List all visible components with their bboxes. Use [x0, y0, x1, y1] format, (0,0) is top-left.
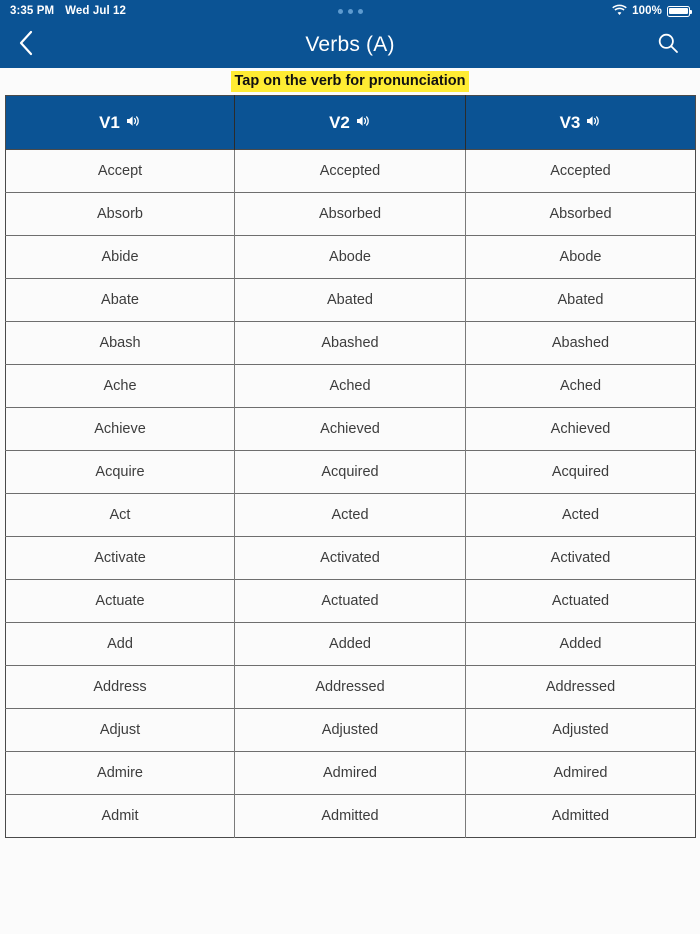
table-row[interactable]	[6, 451, 696, 494]
verb-cell[interactable]: Achieved	[235, 408, 466, 451]
verb-cell[interactable]: Abate	[6, 279, 235, 322]
status-bar-left	[10, 5, 126, 17]
verb-cell[interactable]: Absorbed	[466, 193, 696, 236]
verb-cell[interactable]: Adjusted	[466, 709, 696, 752]
table-row[interactable]	[6, 537, 696, 580]
verb-cell[interactable]: Added	[466, 623, 696, 666]
verb-cell[interactable]: Abode	[235, 236, 466, 279]
verb-cell[interactable]: Admired	[235, 752, 466, 795]
column-header-v1-label: V1	[99, 112, 120, 132]
speaker-icon[interactable]	[356, 113, 371, 133]
table-row[interactable]	[6, 279, 696, 322]
column-header-v3-label: V3	[559, 112, 581, 132]
verb-cell[interactable]: Abash	[6, 322, 235, 365]
verb-cell[interactable]: Abide	[6, 236, 235, 279]
verb-cell[interactable]: Activated	[466, 537, 696, 580]
table-row[interactable]	[6, 408, 696, 451]
verbs-table-header	[6, 96, 696, 150]
table-row[interactable]	[6, 709, 696, 752]
verb-cell[interactable]: Ached	[466, 365, 696, 408]
nav-bar	[0, 22, 700, 68]
verb-cell[interactable]: Accepted	[466, 150, 696, 193]
verb-cell[interactable]: Added	[235, 623, 466, 666]
verb-cell[interactable]: Activated	[235, 537, 466, 580]
verb-cell[interactable]: Add	[6, 623, 235, 666]
back-button[interactable]	[18, 28, 48, 62]
verbs-table	[5, 95, 696, 838]
search-icon	[657, 32, 679, 59]
verb-cell[interactable]: Admired	[466, 752, 696, 795]
verb-cell[interactable]: Actuated	[235, 580, 466, 623]
table-row[interactable]	[6, 150, 696, 193]
verb-cell[interactable]: Admitted	[235, 795, 466, 838]
verb-cell[interactable]: Accepted	[235, 150, 466, 193]
verb-cell[interactable]: Addressed	[235, 666, 466, 709]
table-row[interactable]	[6, 236, 696, 279]
column-header-v1[interactable]	[6, 96, 235, 150]
hint-banner	[0, 68, 700, 95]
verb-cell[interactable]: Addressed	[466, 666, 696, 709]
table-header-row	[6, 96, 696, 150]
page-bottom-space	[0, 838, 700, 928]
search-button[interactable]	[654, 30, 682, 60]
speaker-icon[interactable]	[126, 113, 141, 133]
verb-cell[interactable]: Abashed	[235, 322, 466, 365]
verb-cell[interactable]: Absorb	[6, 193, 235, 236]
chevron-left-icon	[18, 30, 33, 61]
verb-cell[interactable]: Abated	[235, 279, 466, 322]
table-row[interactable]	[6, 795, 696, 838]
verb-cell[interactable]: Acquire	[6, 451, 235, 494]
table-row[interactable]	[6, 494, 696, 537]
verb-cell[interactable]: Achieved	[466, 408, 696, 451]
verb-cell[interactable]: Ache	[6, 365, 235, 408]
status-bar	[0, 0, 700, 22]
column-header-v2-label: V2	[329, 112, 350, 132]
verb-cell[interactable]: Actuated	[466, 580, 696, 623]
table-row[interactable]	[6, 193, 696, 236]
verb-cell[interactable]: Abashed	[466, 322, 696, 365]
verb-cell[interactable]: Acted	[466, 494, 696, 537]
verb-cell[interactable]: Admitted	[466, 795, 696, 838]
battery-percent-label: 100%	[632, 5, 662, 17]
verb-cell[interactable]: Accept	[6, 150, 235, 193]
verb-cell[interactable]: Admit	[6, 795, 235, 838]
status-time: 3:35 PM	[10, 5, 55, 17]
wifi-icon	[612, 4, 627, 19]
verb-cell[interactable]: Abode	[466, 236, 696, 279]
battery-full-icon	[667, 6, 690, 17]
status-bar-right	[612, 4, 690, 19]
verb-cell[interactable]: Abated	[466, 279, 696, 322]
verb-cell[interactable]: Act	[6, 494, 235, 537]
verbs-table-body	[6, 150, 696, 838]
table-row[interactable]	[6, 322, 696, 365]
speaker-icon[interactable]	[586, 113, 601, 133]
verb-cell[interactable]: Admire	[6, 752, 235, 795]
verb-cell[interactable]: Achieve	[6, 408, 235, 451]
verb-cell[interactable]: Actuate	[6, 580, 235, 623]
table-row[interactable]	[6, 580, 696, 623]
verb-cell[interactable]: Acquired	[235, 451, 466, 494]
verbs-table-container	[0, 95, 700, 838]
verb-cell[interactable]: Acted	[235, 494, 466, 537]
verb-cell[interactable]: Adjust	[6, 709, 235, 752]
table-row[interactable]	[6, 623, 696, 666]
table-row[interactable]	[6, 752, 696, 795]
table-row[interactable]	[6, 666, 696, 709]
page-title: Verbs (A)	[305, 33, 395, 56]
verb-cell[interactable]: Activate	[6, 537, 235, 580]
verb-cell[interactable]: Address	[6, 666, 235, 709]
verb-cell[interactable]: Adjusted	[235, 709, 466, 752]
table-row[interactable]	[6, 365, 696, 408]
column-header-v3[interactable]	[466, 96, 696, 150]
hint-text: Tap on the verb for pronunciation	[231, 71, 470, 93]
verb-cell[interactable]: Ached	[235, 365, 466, 408]
verb-cell[interactable]: Absorbed	[235, 193, 466, 236]
verb-cell[interactable]: Acquired	[466, 451, 696, 494]
status-date: Wed Jul 12	[65, 5, 127, 17]
column-header-v2[interactable]	[235, 96, 466, 150]
